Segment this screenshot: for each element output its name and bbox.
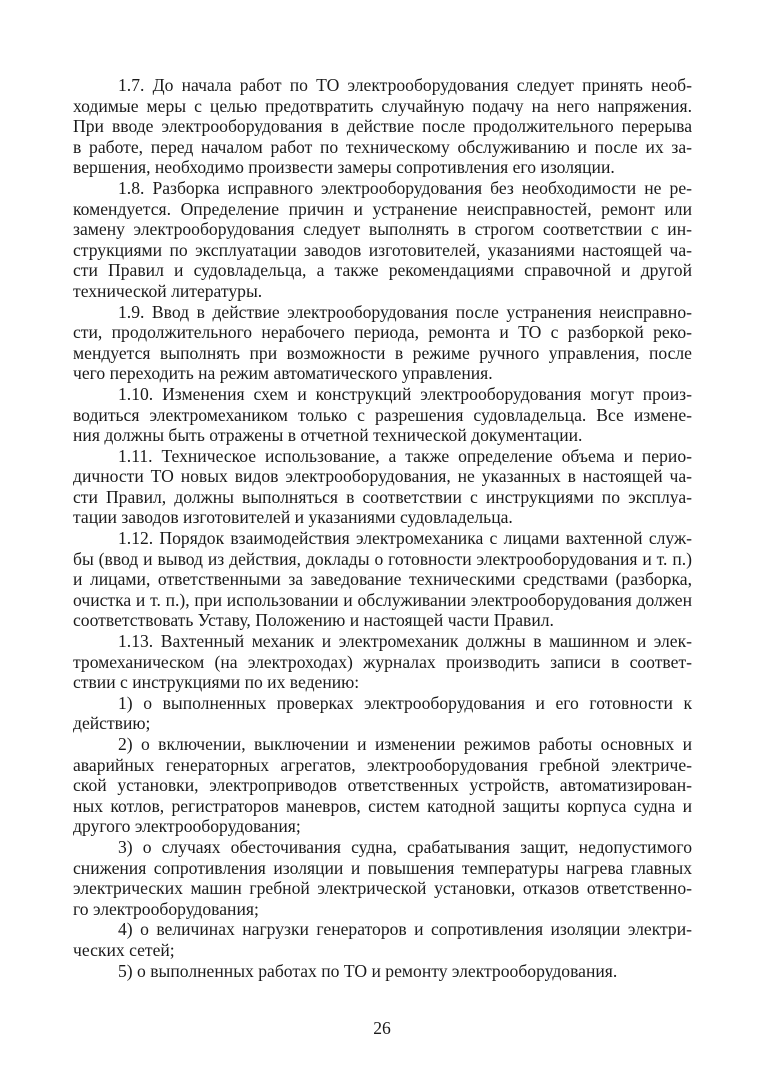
text-line: аварийных генераторных агрегатов, электрооборудования гребной электриче- [73,754,692,775]
paragraph [73,693,692,734]
text-line: вершения, необходимо произвести замеры сопротивления его изоляции. [73,157,615,178]
text-line: электрических машин гребной электрической установки, отказов ответственно- [73,878,692,899]
paragraph [73,528,692,631]
text-line: 1.13. Вахтенный механик и электромеханик должны в машинном и элек- [118,631,692,652]
text-line: 1.10. Изменения схем и конструкций электрооборудования могут произ- [118,383,692,404]
text-line: бы (ввод и вывод из действия, доклады о готовности электрооборудования и т. п.) [73,548,692,569]
text-line: ской установки, электроприводов ответственных устройств, автоматизирован- [73,775,692,796]
text-line: 1.9. Ввод в действие электрооборудования после устранения неисправно- [118,301,692,322]
text-line: ния должны быть отражены в отчетной технической документации. [73,425,583,446]
paragraph [73,302,692,384]
text-line: комендуется. Определение причин и устранение неисправностей, ремонт или [73,198,692,219]
page-number: 26 [373,1018,391,1038]
text-line: водиться электромехаником только с разрешения судовладельца. Все измене- [73,404,692,425]
text-line: ных котлов, регистраторов маневров, систем катодной защиты корпуса судна и [73,795,692,816]
paragraph [73,384,692,446]
body-text [73,75,692,981]
text-line: ческих сетей; [73,939,175,960]
text-line: чего переходить на режим автоматического управления. [73,363,493,384]
text-line: очистка и т. п.), при использовании и обслуживании электрооборудования должен [73,589,692,610]
text-line: дичности ТО новых видов электрооборудования, не указанных в настоящей ча- [73,466,692,487]
paragraph [73,446,692,528]
text-line: сти Правил и судовладельца, а также рекомендациями справочной и другой [73,260,692,281]
text-line: При вводе электрооборудования в действие после продолжительного перерыва [73,116,692,137]
text-line: и лицами, ответственными за заведование техническими средствами (разборка, [73,569,692,590]
text-line: соответствовать Уставу, Положению и настоящей части Правил. [73,610,554,631]
paragraph [73,178,692,302]
paragraph [73,75,692,178]
text-line: тации заводов изготовителей и указаниями судовладельца. [73,507,513,528]
text-line: тромеханическом (на электроходах) журналах производить записи в соответ- [73,651,692,672]
text-line: технической литературы. [73,280,263,301]
paragraph [73,631,692,693]
paragraph [73,919,692,960]
text-line: ствии с инструкциями по их ведению: [73,672,360,693]
text-line: 3) о случаях обесточивания судна, срабатывания защит, недопустимого [118,836,692,857]
paragraph [73,734,692,837]
text-line: 1.12. Порядок взаимодействия электромеханика с лицами вахтенной служ- [118,528,692,549]
paragraph [73,837,692,919]
text-line: 1.8. Разборка исправного электрооборудования без необходимости не ре- [118,177,692,198]
text-line: 1.7. До начала работ по ТО электрооборудования следует принять необ- [118,75,692,95]
text-line: ходимые меры с целью предотвратить случайную подачу на него напряжения. [73,95,692,116]
text-line: го электрооборудования; [73,898,259,919]
text-line: сти, продолжительного нерабочего периода, ремонта и ТО с разборкой реко- [73,322,692,343]
text-line: 2) о включении, выключении и изменении режимов работы основных и [118,734,692,754]
text-line: в работе, перед началом работ по техническому обслуживанию и после их за- [73,136,692,157]
text-line: мендуется выполнять при возможности в режиме ручного управления, после [73,342,692,363]
text-line: струкциями по эксплуатации заводов изготовителей, указаниями настоящей ча- [73,239,692,260]
text-line: сти Правил, должны выполняться в соответствии с инструкциями по эксплуа- [73,486,692,507]
text-line: 5) о выполненных работах по ТО и ремонту электрооборудования. [118,960,618,981]
text-line: замену электрооборудования следует выполнять в строгом соответствии с ин- [73,219,692,240]
text-line: 1.11. Техническое использование, а также определение объема и перио- [118,445,692,466]
text-line: 4) о величинах нагрузки генераторов и сопротивления изоляции электри- [118,919,692,940]
text-line: другого электрооборудования; [73,816,301,837]
text-line: 1) о выполненных проверках электрооборудования и его готовности к [118,692,692,713]
paragraph [73,961,692,982]
text-line: действию; [73,713,151,734]
text-line: снижения сопротивления изоляции и повышения температуры нагрева главных [73,857,692,878]
